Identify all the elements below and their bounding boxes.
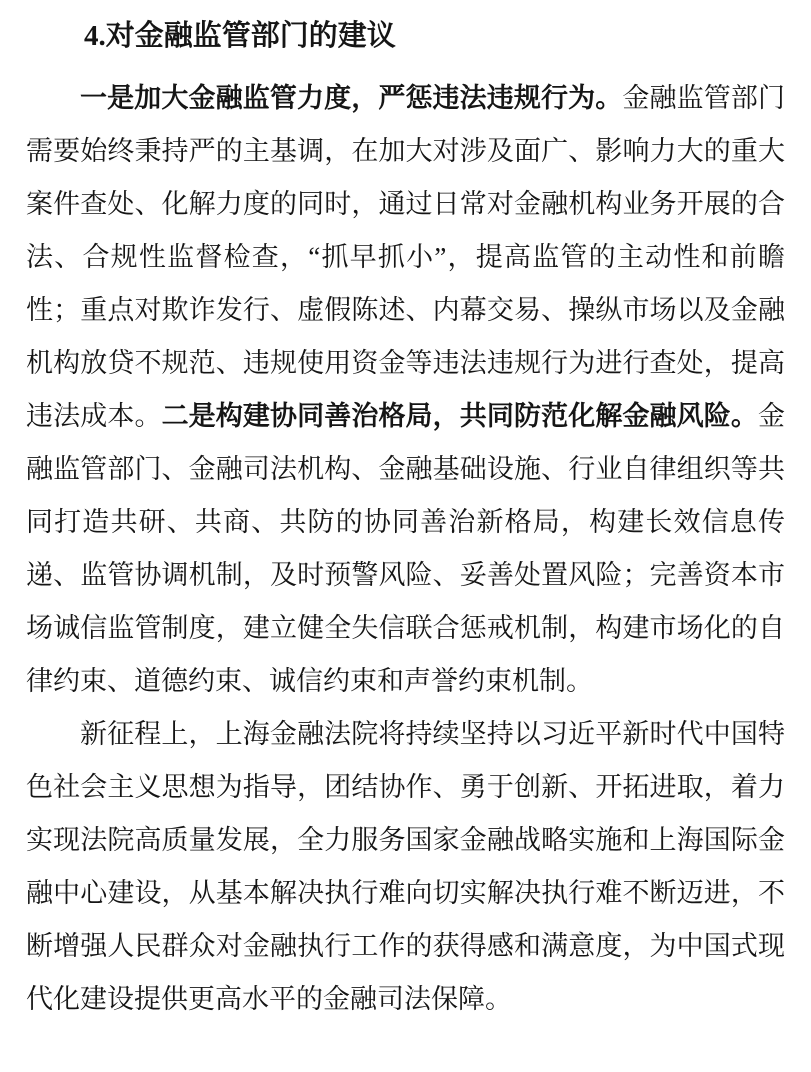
bold-run-first-point: 一是加大金融监管力度，严惩违法违规行为。 (80, 83, 623, 113)
bold-run-second-point: 二是构建协同善治格局，共同防范化解金融风险。 (161, 401, 759, 431)
text-run: 新征程上，上海金融法院将持续坚持以习近平新时代中国特色社会主义思想为指导，团结协作、勇于创新、开拓进取，着力实现法院高质量发展，全力服务国家金融战略实施和上海国际金融中心建设，从基本解决执行难向切实解决执行难不断迈进，不断增强人民群众对金融执行工作的获得感和满意度，为中国式现代化建设提供更高水平的金融司法保障。 (26, 719, 785, 1014)
text-run: 金融监管部门、金融司法机构、金融基础设施、行业自律组织等共同打造共研、共商、共防的协同善治新格局，构建长效信息传递、监管协调机制，及时预警风险、妥善处置风险；完善资本市场诚信监管制度，建立健全失信联合惩戒机制，构建市场化的自律约束、道德约束、诚信约束和声誉约束机制。 (26, 401, 786, 696)
text-run: 金融监管部门需要始终秉持严的主基调，在加大对涉及面广、影响力大的重大案件查处、化解力度的同时，通过日常对金融机构业务开展的合法、合规性监督检查，“抓早抓小”，提高监管的主动性和前瞻性；重点对欺诈发行、虚假陈述、内幕交易、操纵市场以及金融机构放贷不规范、违规使用资金等违法违规行为进行查处，提高违法成本。 (26, 83, 786, 431)
paragraph-regulator-suggestions (26, 72, 785, 708)
paragraph-closing-statement (26, 708, 785, 1026)
section-heading: 4.对金融监管部门的建议 (84, 20, 396, 52)
